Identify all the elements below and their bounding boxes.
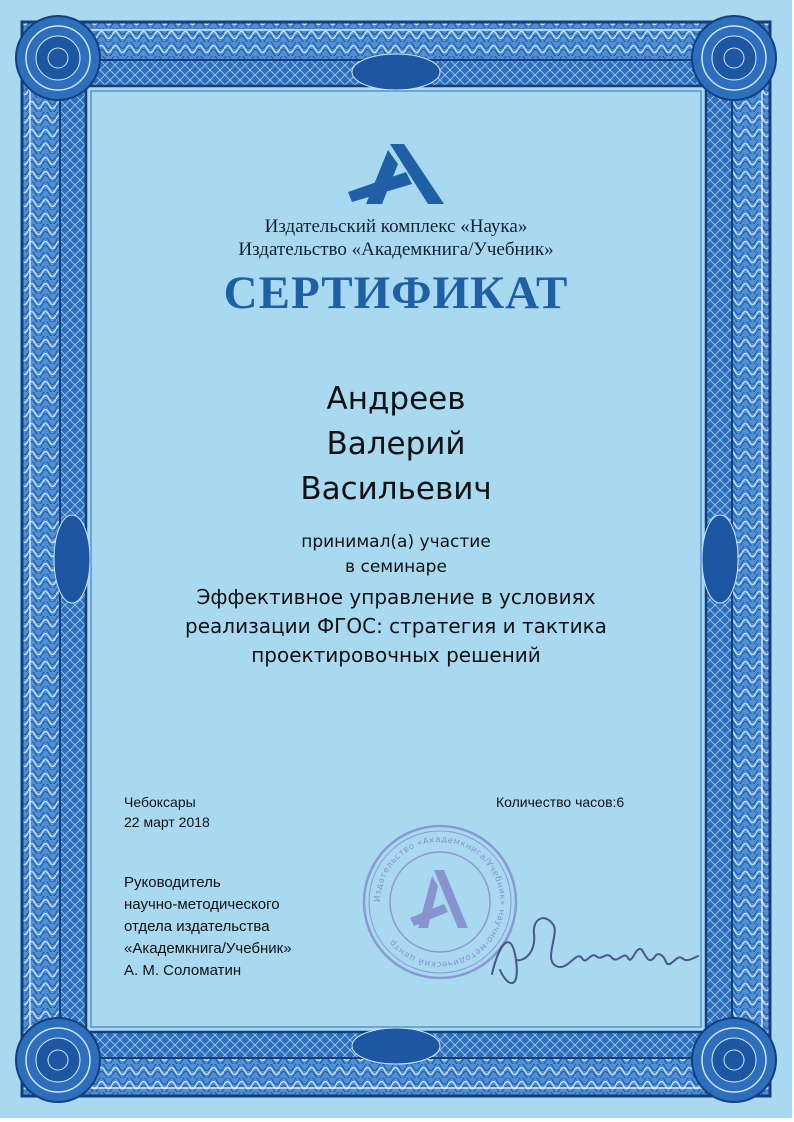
corner-rosette-icon bbox=[692, 16, 776, 100]
signatory-block bbox=[124, 872, 292, 982]
seminar-line1: Эффективное управление в условиях bbox=[196, 585, 596, 609]
corner-rosette-icon bbox=[16, 16, 100, 100]
place: Чебоксары bbox=[124, 794, 196, 810]
participation-line2: в семинаре bbox=[345, 557, 447, 577]
corner-rosette-icon bbox=[16, 1018, 100, 1102]
place-date-block bbox=[124, 792, 210, 832]
seminar-line3: проектировочных решений bbox=[251, 643, 541, 667]
signature-icon bbox=[486, 900, 706, 990]
publisher-logo-icon bbox=[344, 140, 448, 206]
recipient-name bbox=[0, 377, 792, 512]
publisher-block bbox=[0, 215, 792, 261]
signatory-line2: научно-методического bbox=[124, 896, 280, 913]
stamp-ring-text: Издательство «Академкнига/Учебник» научно-методический центр bbox=[372, 834, 508, 970]
signatory-line1: Руководитель bbox=[124, 874, 221, 891]
seminar-topic bbox=[0, 583, 792, 670]
recipient-patronymic: Васильевич bbox=[300, 471, 492, 507]
corner-rosette-icon bbox=[692, 1018, 776, 1102]
recipient-first-name: Валерий bbox=[326, 426, 466, 462]
recipient-last-name: Андреев bbox=[326, 381, 466, 417]
participation-text bbox=[0, 530, 792, 580]
publisher-line1: Издательский комплекс «Наука» bbox=[264, 216, 528, 237]
hours-count: Количество часов:6 bbox=[496, 794, 625, 810]
seminar-line2: реализации ФГОС: стратегия и тактика bbox=[185, 614, 607, 638]
signatory-line4: «Академкнига/Учебник» bbox=[124, 940, 292, 957]
participation-line1: принимал(а) участие bbox=[301, 532, 491, 552]
publisher-line2: Издательство «Академкнига/Учебник» bbox=[238, 239, 554, 260]
date: 22 март 2018 bbox=[124, 814, 210, 830]
certificate-title: СЕРТИФИКАТ bbox=[223, 267, 569, 319]
signatory-line3: отдела издательства bbox=[124, 918, 270, 935]
signatory-name: А. М. Соломатин bbox=[124, 962, 242, 979]
